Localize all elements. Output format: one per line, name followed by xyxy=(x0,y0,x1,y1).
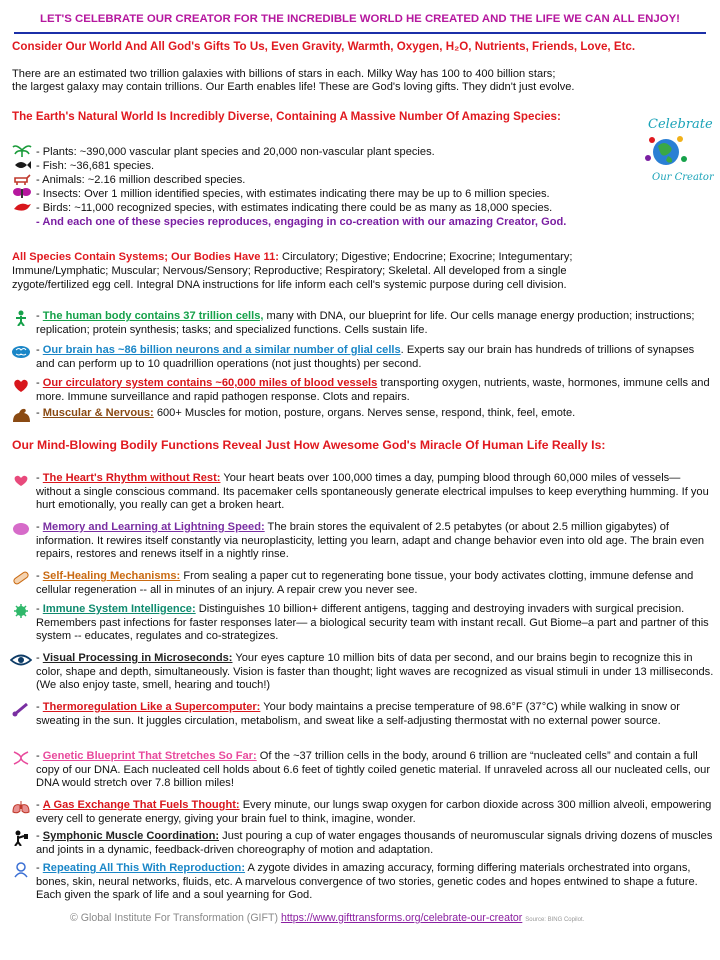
function-item-thermo: - Thermoregulation Like a Supercomputer: Your body maintains a precise temperature of 98.6°F (37°C) while walking in snow or sweating in the sun. It juggles circulation, metabolism, and sweat like a self-adjusting thermostat with no external power source. xyxy=(10,701,714,728)
microbe-icon xyxy=(10,603,32,619)
fish-icon xyxy=(12,159,32,171)
function-item-immune: - Immune System Intelligence: Distinguishes 10 billion+ different antigens, tagging and destroying invaders with surgical precision. Remembers past infections for faster responses later— a biological security team with instant recall. Gut Biome–a part and partner of this system -- educates, regulates and co-strategizes. xyxy=(10,603,714,644)
section3-line1: All Species Contain Systems; Our Bodies Have 11: Circulatory; Digestive; Endocrine; Exocrine; Integumentary; xyxy=(12,251,573,263)
eye-icon xyxy=(10,652,32,668)
footer-link[interactable]: https://www.gifttransforms.org/celebrate-our-creator xyxy=(280,912,523,924)
section1-line1: There are an estimated two trillion galaxies with billions of stars in each. Milky Way has 100 to 400 billion stars; xyxy=(12,68,556,80)
plant-icon xyxy=(12,145,32,157)
section2-heading: The Earth's Natural World Is Incredibly Diverse, Containing A Massive Number Of Amazing Species: xyxy=(12,110,561,123)
heart-organ-icon xyxy=(10,377,32,393)
section3-heading: All Species Contain Systems; Our Bodies Have 11: xyxy=(12,251,279,263)
svg-text:Celebrate: Celebrate xyxy=(648,117,713,132)
function-item-heart: - The Heart's Rhythm without Rest: Your heart beats over 100,000 times a day, pumping blood through 60,000 miles of vessels—without a single conscious command. Its pacemaker cells spontaneously generate electrical impulses to keep everything humming. If you hurt emotionally, you really can get a broken heart. xyxy=(10,472,714,513)
dna-icon xyxy=(10,750,32,766)
section3-line2: Immune/Lymphatic; Muscular; Nervous/Sensory; Reproductive; Respiratory; Skeletal. All developed from a single xyxy=(12,265,567,277)
body-item-circulatory: - Our circulatory system contains ~60,000 miles of blood vessels transporting oxygen, nutrients, waste, hormones, immune cells and more. Immune surveillance and rapid pathogen response. Clots and repairs. xyxy=(10,377,714,404)
animal-icon xyxy=(12,173,32,185)
function-item-memory: - Memory and Learning at Lightning Speed: The brain stores the equivalent of 2.5 petabytes (or about 2.5 million gigabytes) of information. It rewires itself constantly via neuroplasticity, letting you learn, adapt and change behavior even into old age. The brain even repairs, restores and renews itself in a nightly rinse. xyxy=(10,521,714,562)
function-item-vision: - Visual Processing in Microseconds: Your eyes capture 10 million bits of data per second, and our brains begin to recognize this in color, shape and depth, simultaneously. Vision is faster than thought; light waves are recognized as visual stimuli in under 13 milliseconds. (We also enjoy taste, smell, hearing and touch!) xyxy=(10,652,714,693)
species-closing-line: - And each one of these species reproduces, engaging in co-creation with our amazing Creator, God. xyxy=(36,216,567,228)
body-item-cells: - The human body contains 37 trillion cells, many with DNA, our blueprint for life. Our cells manage energy production; instructions; replication; protein synthesis; tasks; and specialized functions. Cells sustain life. xyxy=(10,310,714,337)
species-item-insects: - Insects: Over 1 million identified species, with estimates indicating there may be up to 6 million species. xyxy=(12,187,712,201)
heart-icon xyxy=(10,472,32,488)
page-title: LET'S CELEBRATE OUR CREATOR FOR THE INCREDIBLE WORLD HE CREATED AND THE LIFE WE CAN ALL ENJOY! xyxy=(14,10,706,34)
function-item-healing: - Self-Healing Mechanisms: From sealing a paper cut to regenerating bone tissue, your body activates clotting, immune defense and cellular regeneration -- all in minutes of an injury. A repair crew you never see. xyxy=(10,570,714,597)
human-body-icon xyxy=(10,310,32,326)
insect-icon xyxy=(12,187,32,199)
baby-icon xyxy=(10,862,32,878)
person-pouring-icon xyxy=(10,830,32,846)
species-item-fish: - Fish: ~36,681 species. xyxy=(12,159,712,173)
footer xyxy=(70,912,584,924)
bandage-icon xyxy=(10,570,32,586)
svg-text:Our Creator: Our Creator xyxy=(652,172,714,183)
section1-line2: the largest galaxy may contain trillions. Our Earth enables life! These are God's loving gifts. They didn't just evolve. xyxy=(12,81,575,93)
muscle-arm-icon xyxy=(10,407,32,423)
section1-heading: Consider Our World And All God's Gifts To Us, Even Gravity, Warmth, Oxygen, H₂O, Nutrients, Friends, Love, Etc. xyxy=(12,40,636,53)
section4-heading: Our Mind-Blowing Bodily Functions Reveal Just How Awesome God's Miracle Of Human Life Really Is: xyxy=(12,438,606,452)
thermometer-icon xyxy=(10,701,32,717)
species-item-plants: - Plants: ~390,000 vascular plant species and 20,000 non-vascular plant species. xyxy=(12,145,712,159)
function-item-muscle: - Symphonic Muscle Coordination: Just pouring a cup of water engages thousands of neuromuscular signals driving dozens of muscles and joints in a dynamic, feedback-driven choreography of motion and adaptation. xyxy=(10,830,714,857)
body-item-brain: - Our brain has ~86 billion neurons and a similar number of glial cells. Experts say our brain has hundreds of trillions of synapses and can perform up to 10 quadrillion operations (not just thoughts) per second. xyxy=(10,344,714,371)
footer-source: Source: BING Copilot. xyxy=(525,917,585,923)
section3-line3: zygote/fertilized egg cell. Integral DNA instructions for life inform each cell's systemic purpose during cell division. xyxy=(12,279,567,291)
lungs-icon xyxy=(10,799,32,815)
brain-icon xyxy=(10,344,32,360)
function-item-lungs: - A Gas Exchange That Fuels Thought: Every minute, our lungs swap oxygen for carbon dioxide across 300 million alveoli, empowering every cell to generate energy, giving your brain fuel to think, imagine, wonder. xyxy=(10,799,714,826)
brain-icon xyxy=(10,521,32,537)
bird-icon xyxy=(12,201,32,213)
function-item-dna: - Genetic Blueprint That Stretches So Far: Of the ~37 trillion cells in the body, around 6 trillion are “nucleated cells” and contain a full copy of our DNA. Each nucleated cell holds about 6.6 feet of tightly coiled genetic material. If unraveled across all our nucleated cells, our DNA would stretch over 7.8 billion miles! xyxy=(10,750,714,791)
function-item-reproduction: - Repeating All This With Reproduction: A zygote divides in amazing accuracy, forming differing materials orchestrated into organs, bones, skin, neural networks, fluids, etc. A marvelous convergence of two stories, genetic codes and hopes entwined to shape a future. Each given the spark of life and a soul yearning for God. xyxy=(10,862,714,903)
footer-copyright: © Global Institute For Transformation (GIFT) xyxy=(70,912,278,924)
body-item-muscular: - Muscular & Nervous: 600+ Muscles for motion, posture, organs. Nerves sense, respond, think, feel, emote. xyxy=(10,407,714,421)
species-item-animals: - Animals: ~2.16 million described species. xyxy=(12,173,712,187)
species-item-birds: - Birds: ~11,000 recognized species, with estimates indicating there could be as many as 18,000 species. xyxy=(12,201,712,215)
